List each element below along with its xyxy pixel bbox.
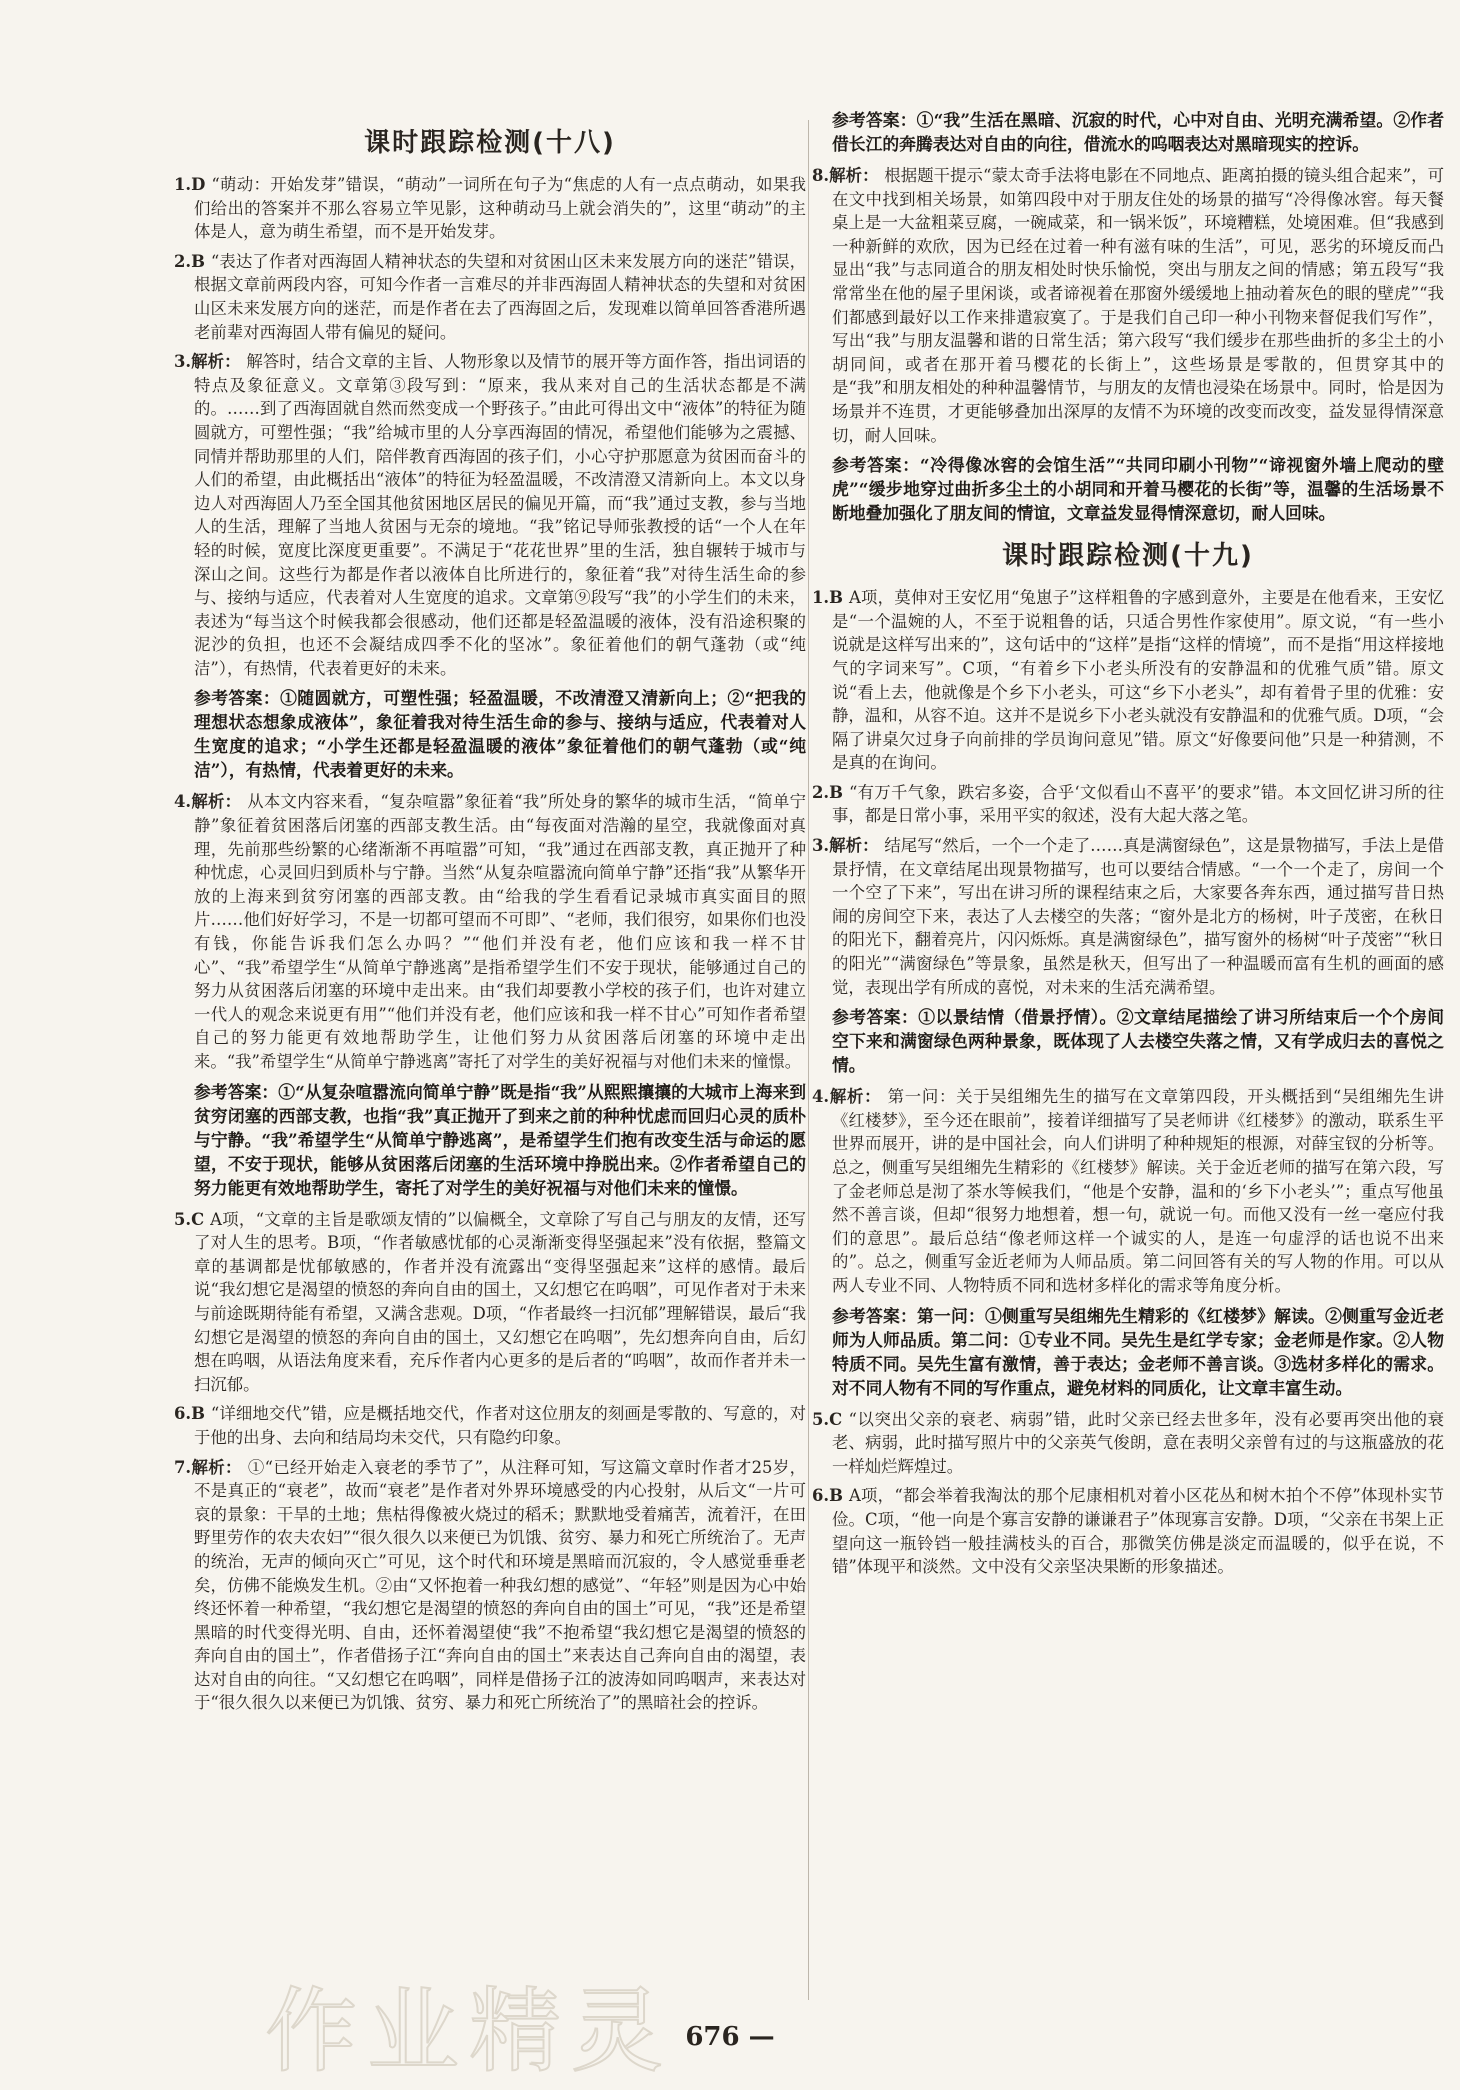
question-item xyxy=(174,173,806,244)
answer-paragraph xyxy=(194,1080,806,1200)
question-text: A项，“文章的主旨是歌颂友情的”以偏概全，文章除了写自己与朋友的友情，还写了对人生的思考。B项，“作者敏感忧郁的心灵渐渐变得坚强起来”没有依据，整篇文章的基调都是忧郁敏感的，作者并没有流露出“变得坚强起来”这样的感情。最后说“我幻想它是渴望的愤怒的奔向自由的国土，又幻想它在呜咽”，可见作者对于未来与前途既期待能有希望，又满含悲观。D项，“作者最终一扫沉郁”理解错误，最后“我幻想它是渴望的愤怒的奔向自由的国土，又幻想它在呜咽”，先幻想奔向自由，后幻想在呜咽，从语法角度来看，充斥作者内心更多的是后者的“呜咽”，故而作者并未一扫沉郁。 xyxy=(194,1209,806,1394)
question-number: 6.B xyxy=(174,1404,211,1424)
question-number: 6.B xyxy=(812,1486,849,1506)
answer-paragraph xyxy=(832,453,1444,525)
question-item xyxy=(174,1456,806,1716)
question-number: 8.解析： xyxy=(812,166,885,185)
question-text: “有万千气象，跌宕多姿，合乎‘文似看山不喜平’的要求”错。本文回忆讲习所的往事，都是日常小事，采用平实的叙述，没有大起大落之笔。 xyxy=(832,782,1444,826)
question-item xyxy=(812,164,1444,447)
question-number: 5.C xyxy=(174,1209,211,1229)
answer-paragraph xyxy=(194,686,806,782)
section-title-18: 课时跟踪检测(十八) xyxy=(364,128,616,158)
column-divider xyxy=(808,120,809,2000)
question-item xyxy=(812,1484,1444,1578)
question-text: A项，“都会举着我淘汰的那个尼康相机对着小区花丛和树木拍个不停”体现朴实节俭。C项，“他一向是个寡言安静的谦谦君子”体现寡言安静。D项，“父亲在书架上正望向这一瓶铃铛一般挂满枝头的百合，那微笑仿佛是淡定而温暖的，似乎在说，不错”体现平和淡然。文中没有父亲坚决果断的形象描述。 xyxy=(832,1486,1444,1577)
question-item xyxy=(812,834,1444,999)
question-number: 1.D xyxy=(174,175,212,194)
question-item xyxy=(174,350,806,680)
right-items-top xyxy=(812,108,1444,525)
answer-text: ①以景结情（借景抒情）。②文章结尾描绘了讲习所结束后一个个房间空下来和满窗绿色两种景象，既体现了人去楼空失落之情，又有学成归去的喜悦之情。 xyxy=(832,1007,1444,1076)
right-items-bottom xyxy=(812,586,1444,1579)
question-number: 1.B xyxy=(812,588,849,608)
answer-text: “冷得像冰窖的会馆生活”“共同印刷小刊物”“谛视窗外墙上爬动的壁虎”“缓步地穿过曲折多尘土的小胡同和开着马樱花的长街”等，温馨的生活场景不断地叠加强化了朋友间的情谊，文章益发显得情深意切，耐人回味。 xyxy=(832,455,1444,524)
question-item xyxy=(174,1402,806,1449)
question-item xyxy=(812,586,1444,775)
answer-label: 参考答案： xyxy=(832,1305,918,1326)
footer-dash: — xyxy=(748,2022,775,2052)
answer-text: ①随圆就方，可塑性强；轻盈温暖，不改清澄又清新向上；②“把我的理想状态想象成液体”，象征着我对待生活生命的参与、接纳与适应，代表着对人生宽度的追求；“小学生还都是轻盈温暖的液体”象征着他们的朝气蓬勃（或“纯洁”），有热情，代表着更好的未来。 xyxy=(194,688,806,781)
question-number: 2.B xyxy=(174,251,211,271)
right-column xyxy=(812,108,1444,2018)
answer-text: ①“从复杂喧嚣流向简单宁静”既是指“我”从熙熙攘攘的大城市上海来到贫穷闭塞的西部支教，也指“我”真正抛开了到来之前的种种忧虑而回归心灵的质朴与宁静。“我”希望学生“从简单宁静逃离”，是希望学生们抱有改变生活与命运的愿望，不安于现状，能够从贫困落后闭塞的生活环境中挣脱出来。②作者希望自己的努力能更有效地帮助学生，寄托了对学生的美好祝福与对他们未来的憧憬。 xyxy=(194,1081,806,1198)
answer-label: 参考答案： xyxy=(194,1081,279,1102)
question-number: 3.解析： xyxy=(174,352,247,372)
answer-label: 参考答案： xyxy=(832,455,920,476)
left-column xyxy=(174,112,806,2022)
answer-label: 参考答案： xyxy=(832,1007,919,1028)
answer-text: ①“我”生活在黑暗、沉寂的时代，心中对自由、光明充满希望。②作者借长江的奔腾表达对自由的向往，借流水的呜咽表达对黑暗现实的控诉。 xyxy=(832,110,1444,154)
question-number: 4.解析： xyxy=(812,1087,888,1107)
question-text: ①“已经开始走入衰老的季节了”，从注释可知，写这篇文章时作者才25岁，不是真正的“衰老”，故而“衰老”是作者对外界环境感受的内心投射，从后文“一片可哀的景象：干旱的土地；焦枯得像被火烧过的稻禾；默默地受着痛苦，流着汗，在田野里劳作的农夫农妇”“很久很久以来便已为饥饿、贫穷、暴力和死亡所统治了。无声的统治，无声的倾向灭亡”可见，这个时代和环境是黑暗而沉寂的，令人感觉垂垂老矣，仿佛不能焕发生机。②由“又怀抱着一种我幻想的感觉”、“年轻”则是因为心中始终还怀着一种希望，“我幻想它是渴望的愤怒的奔向自由的国土”可见，“我”还是希望黑暗的时代变得光明、自由，还怀着渴望使“我”不抱希望“我幻想它是渴望的愤怒的奔向自由的国土”，作者借扬子江“奔向自由的国土”来表达自己奔向自由的渴望，表达对自由的向往。“又幻想它在呜咽”，同样是借扬子江的波涛如同呜咽声，来表达对于“很久很久以来便已为饥饿、贫穷、暴力和死亡所统治了”的黑暗社会的控诉。 xyxy=(194,1457,806,1713)
page-number-footer xyxy=(0,2022,1460,2052)
answer-text: 第一问：①侧重写吴组缃先生精彩的《红楼梦》解读。②侧重写金近老师为人师品质。第二问：①专业不同。吴先生是红学专家；金老师是作家。②人物特质不同。吴先生富有激情，善于表达；金老师不善言谈。③选材多样化的需求。对不同人物有不同的写作重点，避免材料的同质化，让文章丰富生动。 xyxy=(832,1305,1444,1398)
question-text: “以突出父亲的衰老、病弱”错，此时父亲已经去世多年，没有必要再突出他的衰老、病弱，此时描写照片中的父亲英气俊朗，意在表明父亲曾有过的与这瓶盛放的花一样灿烂辉煌过。 xyxy=(832,1409,1444,1476)
question-text: 从本文内容来看，“复杂喧嚣”象征着“我”所处身的繁华的城市生活，“简单宁静”象征着贫困落后闭塞的西部支教生活。由“每夜面对浩瀚的星空，我就像面对真理，先前那些纷繁的心绪渐渐不再喧嚣”可知，“我”通过在西部支教，真正抛开了种种忧虑，心灵回归到质朴与宁静。当然“从复杂喧嚣流向简单宁静”还指“我”从繁华开放的上海来到贫穷闭塞的西部支教。由“给我的学生看看记录城市真实面目的照片……他们好好学习，不是一切都可望而不可即”、“老师，我们很穷，如果你们也没有钱，你能告诉我们怎么办吗？”“他们并没有老，他们应该和我一样不甘心”、“我”希望学生“从简单宁静逃离”是指希望学生们不安于现状，能够通过自己的努力从贫困落后闭塞的环境中走出来。由“我们却要教小学校的孩子们，也许对建立一代人的观念来说更有用”“他们并没有老，他们应该和我一样不甘心”可知作者希望自己的努力能更有效地帮助学生，让他们努力从贫困落后闭塞的环境中走出来。“我”希望学生“从简单宁静逃离”寄托了对学生的美好祝福与对他们未来的憧憬。 xyxy=(194,792,806,1071)
left-items xyxy=(174,173,806,1715)
question-item xyxy=(174,790,806,1073)
question-number: 3.解析： xyxy=(812,836,885,856)
page-number: 676 xyxy=(685,2022,740,2052)
answer-label: 参考答案： xyxy=(194,688,281,709)
question-text: 结尾写“然后，一个一个走了……真是满窗绿色”，这是景物描写，手法上是借景抒情，在文章结尾出现景物描写，也可以要结合情感。“一个一个走了，房间一个一个空了下来”，写出在讲习所的课程结束之后，大家要各奔东西，通过描写昔日热闹的房间空下来，表达了人去楼空的失落；“窗外是北方的杨树，叶子茂密，在秋日的阳光下，翻着亮片，闪闪烁烁。真是满窗绿色”，描写窗外的杨树“叶子茂密”“秋日的阳光”“满窗绿色”等景象，虽然是秋天，但写出了一种温暖而富有生机的画面的感觉，表现出学有所成的喜悦，对未来的生活充满希望。 xyxy=(832,836,1444,997)
question-number: 5.C xyxy=(812,1409,849,1429)
answer-paragraph xyxy=(832,1304,1444,1400)
answer-label: 参考答案： xyxy=(832,110,917,130)
question-number: 4.解析： xyxy=(174,792,248,812)
question-number: 2.B xyxy=(812,782,849,802)
answer-paragraph xyxy=(832,1005,1444,1077)
question-text: 第一问：关于吴组缃先生的描写在文章第四段，开头概括到“吴组缃先生讲《红楼梦》，至今还在眼前”，接着详细描写了吴老师讲《红楼梦》的激动，联系生平世界而展开，讲的是中国社会，向人们讲明了种种规矩的根源，对薛宝钗的分析等。总之，侧重写吴组缃先生精彩的《红楼梦》解读。关于金近老师的描写在第六段，写了金老师总是沏了茶水等候我们，“他是个安静，温和的‘乡下小老头’”；重点写他虽然不善言谈，但却“很努力地想着，想一句，就说一句。而他又没有一丝一毫应付我们的意思”。最后总结“像老师这样一个诚实的人，是连一句虚浮的话也说不出来的”。总之，侧重写金近老师为人师品质。第二问回答有关的写人物的作用。可以从两人专业不同、人物特质不同和选材多样化的需求等角度分析。 xyxy=(832,1087,1444,1295)
question-item xyxy=(174,250,806,344)
question-text: “萌动：开始发芽”错误，“萌动”一词所在句子为“焦虑的人有一点点萌动，如果我们给出的答案并不那么容易立竿见影，这种萌动马上就会消失的”，这里“萌动”的主体是人，意为萌生希望，而不是开始发芽。 xyxy=(194,175,806,242)
question-text: 解答时，结合文章的主旨、人物形象以及情节的展开等方面作答，指出词语的特点及象征意义。文章第③段写到：“原来，我从来对自己的生活状态都是不满的。……到了西海固就自然而然变成一个野孩子。”由此可得出文中“液体”的特征为随圆就方，可塑性强；“我”给城市里的人分享西海固的情况，希望他们能够为之震撼、同情并帮助那里的人们，陪伴教育西海固的孩子们，小心守护那愿意为贫困而奋斗的人们的希望，由此概括出“液体”的特征为轻盈温暖，不改清澄又清新向上。本文以身边人对西海固人乃至全国其他贫困地区居民的偏见开篇，而“我”通过支教，参与当地人的生活，理解了当地人贫困与无奈的境地。“我”铭记导师张教授的话“一个人在年轻的时候，宽度比深度更重要”。不满足于“花花世界”里的生活，独自辗转于城市与深山之间。这些行为都是作者以液体自比所进行的，象征着“我”对待生活生命的参与、接纳与适应，代表着对人生宽度的追求。文章第⑨段写“我”的小学生们的未来，表述为“每当这个时候我都会很感动，他们还都是轻盈温暖的液体，没有沿途积聚的泥沙的负担，也还不会凝结成四季不化的坚冰”。象征着他们的朝气蓬勃（或“纯洁”），有热情，代表着更好的未来。 xyxy=(194,352,806,678)
question-item xyxy=(812,1408,1444,1479)
question-item xyxy=(174,1208,806,1397)
question-text: “详细地交代”错，应是概括地交代，作者对这位朋友的刻画是零散的、写意的，对于他的出身、去向和结局均未交代，只有隐约印象。 xyxy=(194,1404,806,1447)
question-text: A项，莫伸对王安忆用“兔崽子”这样粗鲁的字感到意外，主要是在他看来，王安忆是“一个温婉的人，不至于说粗鲁的话，只适合男性作家使用”。原文说，“有一些小说就是这样写出来的”，这句话中的“这样”是指“这样的情境”，而不是指“用这样接地气的字词来写”。C项，“有着乡下小老头所没有的安静温和的优雅气质”错。原文说“看上去，他就像是个乡下小老头，可这“乡下小老头”，却有着骨子里的优雅：安静，温和，从容不迫。这并不是说乡下小老头就没有安静温和的优雅气质。D项，“会隔了讲桌欠过身子向前排的学员询问意见”错。原文“好像要问他”只是一种猜测，不是真的在询问。 xyxy=(832,588,1444,773)
section-title-19: 课时跟踪检测(十九) xyxy=(1002,541,1254,572)
watermark-logo: 作业精灵 xyxy=(265,1978,674,2085)
question-text: “表达了作者对西海固人精神状态的失望和对贫困山区未来发展方向的迷茫”错误，根据文章前两段内容，可知今作者一言难尽的并非西海固人精神状态的失望和对贫困山区未来发展方向的迷茫，而是作者在去了西海固之后，发现难以简单回答香港所遇老前辈对西海固人带有偏见的疑问。 xyxy=(194,251,806,342)
question-text: 根据题干提示“蒙太奇手法将电影在不同地点、距离拍摄的镜头组合起来”，可在文中找到相关场景，如第四段中对于朋友住处的场景的描写“冷得像冰窖。每天餐桌上是一大盆粗菜豆腐，一碗咸菜，和一锅米饭”，环境糟糕，处境困难。但“我感到一种新鲜的欢欣，因为已经在过着一种有滋有味的生活”，可见，恶劣的环境反而凸显出“我”与志同道合的朋友相处时快乐愉悦，突出与朋友之间的情感；第五段写“我常常坐在他的屋子里闲谈，或者谛视着在那窗外缓缓地上抽动着灰色的眼的壁虎”“我们都感到最好以工作来排遣寂寞了。于是我们自己印一种小刊物来督促我们写作”，写出“我”与朋友温馨和谐的日常生活；第六段写“我们缓步在那些曲折的多尘土的小胡同间，或者在那开着马樱花的长街上”，这些场景是零散的，但贯穿其中的是“我”和朋友相处的种种温馨情节，与朋友的友情也浸染在场景中。同时，恰是因为场景并不连贯，才更能够叠加出深厚的友情不为环境的改变而改变，益发显得情深意切，耐人回味。 xyxy=(832,166,1444,445)
question-number: 7.解析： xyxy=(174,1457,248,1477)
question-item xyxy=(812,781,1444,828)
question-item xyxy=(812,1085,1444,1297)
answer-paragraph xyxy=(832,108,1444,156)
